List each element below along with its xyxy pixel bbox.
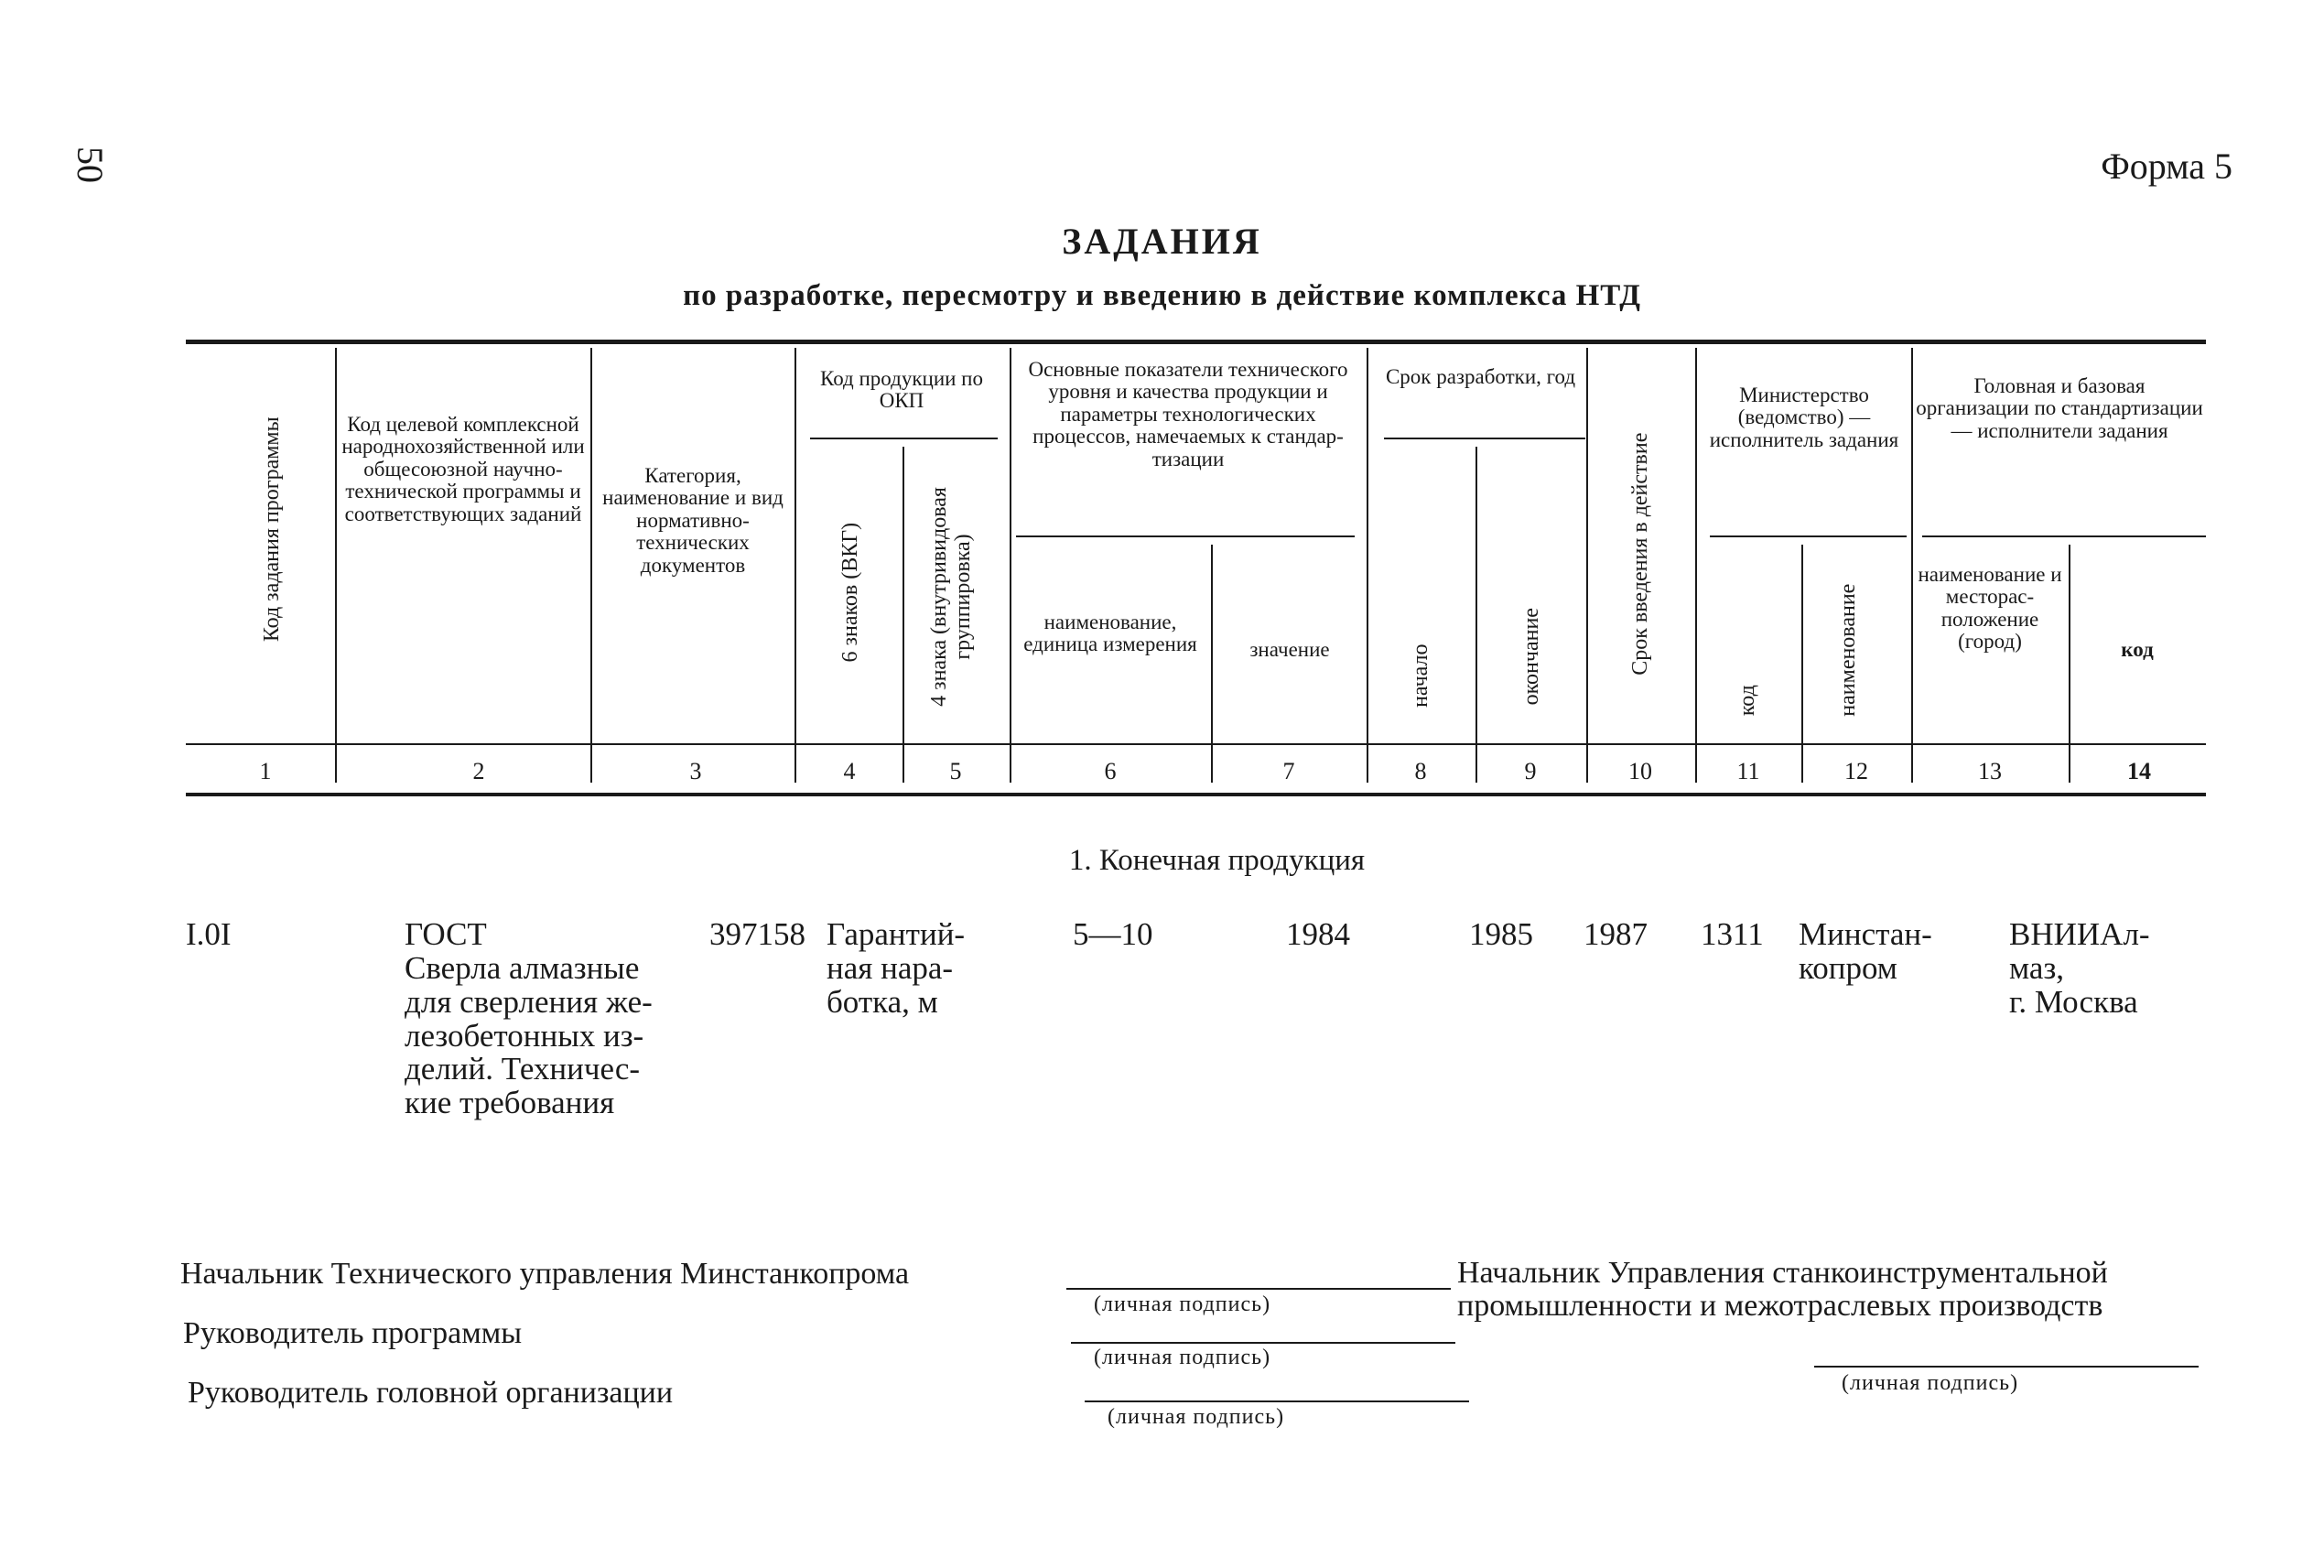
- document-subtitle: по разработке, пересмотру и введению в действие комплекса НТД: [683, 279, 1641, 312]
- doc-name: Сверла алмазные для сверления же- лезобетонных из- делий. Техничес- кие требования: [405, 950, 653, 1120]
- form-label: Форма 5: [2101, 146, 2232, 187]
- org-name: ВНИИАл- маз, г. Москва: [2009, 916, 2150, 1020]
- section-title: 1. Конечная продукция: [1068, 844, 1366, 877]
- header-col4: 6 знаков (ВКГ): [838, 522, 862, 663]
- column-number: 4: [843, 758, 856, 784]
- header-col12: наименование: [1835, 583, 1860, 717]
- column-number: 12: [1844, 758, 1868, 784]
- param-name: Гарантий- ная нара- ботка, м: [827, 916, 966, 1020]
- document-title: ЗАДАНИЯ: [1062, 221, 1262, 262]
- param-value: 5—10: [1073, 916, 1153, 952]
- header-col6: наименование, единица измерения: [1023, 611, 1197, 656]
- okp-code: 397158: [709, 916, 805, 952]
- header-col14: код: [2121, 638, 2154, 661]
- column-number: 6: [1104, 758, 1117, 784]
- header-col7: значение: [1249, 638, 1330, 661]
- header-col13: наименование и месторасположение (город): [1918, 563, 2062, 654]
- column-number: 3: [689, 758, 702, 784]
- column-number: 7: [1282, 758, 1295, 784]
- header-col8: начало: [1408, 643, 1432, 708]
- page-number: 50: [70, 146, 111, 183]
- doc-type: ГОСТ: [405, 916, 487, 952]
- column-number: 14: [2127, 758, 2151, 784]
- signature-label-technical: Начальник Технического управления Минстанкопрома: [180, 1257, 910, 1291]
- header-group-params: Основные показатели технического уровня и качества продукции и параметры технологических процессов, намечаемых к стандартизации: [1028, 358, 1348, 470]
- end-year: 1985: [1469, 916, 1533, 952]
- signature-caption: (личная подпись): [1094, 1292, 1271, 1316]
- header-col1: Код задания программы: [259, 416, 284, 643]
- ministry-name: Минстан- копром: [1799, 916, 1932, 986]
- header-col3: Категория, наименование и вид нормативнотехнических документов: [602, 464, 784, 577]
- column-number: 8: [1414, 758, 1427, 784]
- signature-label-program: Руководитель программы: [183, 1316, 523, 1350]
- column-number: 1: [259, 758, 272, 784]
- enact-year: 1987: [1584, 916, 1648, 952]
- signature-caption: (личная подпись): [1842, 1371, 2019, 1395]
- header-group-ministry: Министерство (ведомство) — исполнитель задания: [1709, 384, 1899, 451]
- signature-caption: (личная подпись): [1108, 1405, 1285, 1429]
- column-number: 9: [1524, 758, 1537, 784]
- header-group-okp: Код продукции по ОКП: [820, 367, 983, 413]
- column-number: 10: [1628, 758, 1652, 784]
- column-number: 13: [1978, 758, 2002, 784]
- signature-label-head-org: Руководитель головной организации: [188, 1376, 674, 1410]
- header-col9: окончание: [1519, 608, 1543, 706]
- header-col11: код: [1735, 685, 1759, 717]
- column-number: 11: [1736, 758, 1760, 784]
- signature-label-department: Начальник Управления станкоинструментальной промышленности и межотраслевых производств: [1457, 1256, 2108, 1323]
- header-col2: Код целевой комплексной народнохозяйственной или общесоюзной научнотехнической программы и соответствующих заданий: [341, 413, 585, 525]
- start-year: 1984: [1286, 916, 1350, 952]
- header-col10: Срок введения в действие: [1627, 432, 1652, 676]
- task-code: I.0I: [186, 916, 232, 952]
- header-group-org: Головная и базовая организации по стандартизации — исполнители задания: [1916, 374, 2203, 442]
- header-col5: 4 знака (внутривидовая группировка): [927, 487, 976, 707]
- column-number: 5: [949, 758, 962, 784]
- signature-caption: (личная подпись): [1094, 1346, 1271, 1369]
- ministry-code: 1311: [1701, 916, 1764, 952]
- header-group-term: Срок разработки, год: [1385, 365, 1576, 388]
- column-number: 2: [472, 758, 485, 784]
